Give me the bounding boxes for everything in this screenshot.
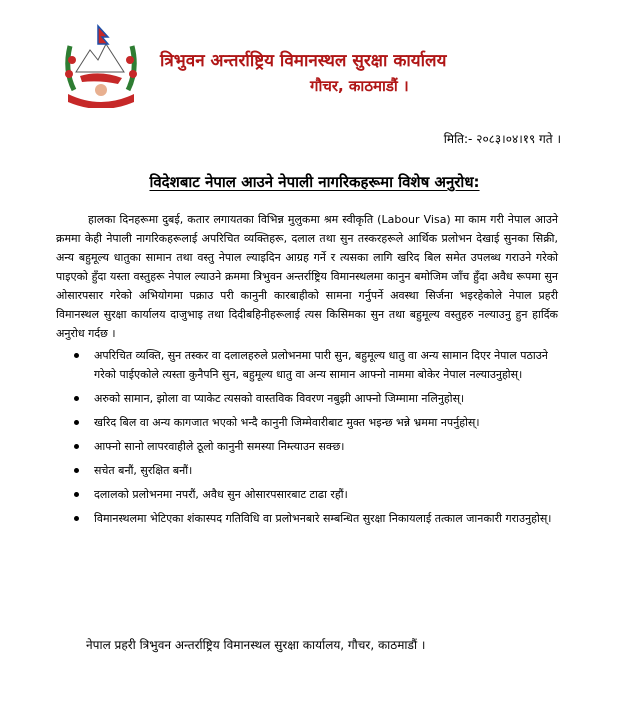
list-item-text: खरिद बिल वा अन्य कागजात भएको भन्दै कानुनी जिम्मेवारीबाट मुक्त भइन्छ भन्ने भ्रममा नपर्नुहोस्।: [94, 416, 480, 429]
list-item: [74, 346, 564, 384]
list-item-text: विमानस्थलमा भेटिएका शंकास्पद गतिविधि वा प्रलोभनबारे सम्बन्धित सुरक्षा निकायलाई तत्काल जानकारी गराउनुहोस्।: [94, 512, 552, 525]
list-item-text: दलालको प्रलोभनमा नपरौं, अवैध सुन ओसारपसारबाट टाढा रहौं।: [94, 488, 348, 501]
nepal-emblem-icon: [60, 20, 142, 108]
bullet-icon: [74, 353, 79, 358]
letter-subject: [0, 172, 629, 192]
list-item: [74, 485, 564, 504]
bullet-icon: [74, 444, 79, 449]
subject-text: विदेशबाट नेपाल आउने नेपाली नागरिकहरूमा विशेष अनुरोध:: [149, 173, 480, 191]
list-item-text: अपरिचित व्यक्ति, सुन तस्कर वा दलालहरुले प्रलोभनमा पारी सुन, बहुमूल्य धातु वा अन्य सामान दिएर नेपाल पठाउने गरेको पाईएकोले त्यस्ता कुनैपनि सुन, बहुमूल्य धातु वा अन्य सामान आफ्नो नाममा बोकेर नेपाल नल्याउनुहोस्।: [94, 349, 548, 381]
letter-date: मिति:- २०८३।०४।१९ गते ।: [443, 132, 561, 146]
office-name: त्रिभुवन अन्तर्राष्ट्रिय विमानस्थल सुरक्षा कार्यालय: [160, 51, 447, 71]
list-item: [74, 461, 564, 480]
letterhead: [60, 20, 600, 110]
office-location: गौचर, काठमाडौं ।: [310, 77, 409, 95]
list-item: [74, 413, 564, 432]
list-item-text: आफ्नो सानो लापरवाहीले ठूलो कानुनी समस्या निम्त्याउन सक्छ।: [94, 440, 345, 453]
signature-line: नेपाल प्रहरी त्रिभुवन अन्तर्राष्ट्रिय विमानस्थल सुरक्षा कार्यालय, गौचर, काठमाडौं ।: [86, 638, 426, 652]
advice-list: [74, 346, 564, 533]
bullet-icon: [74, 468, 79, 473]
list-item-text: सचेत बनौं, सुरक्षित बनौं।: [94, 464, 193, 477]
list-item-text: अरुको सामान, झोला वा प्याकेट त्यसको वास्तविक विवरण नबुझी आफ्नो जिम्मामा नलिनुहोस्।: [94, 392, 465, 405]
bullet-icon: [74, 492, 79, 497]
list-item: [74, 389, 564, 408]
list-item: [74, 437, 564, 456]
intro-paragraph: हालका दिनहरूमा दुबई, कतार लगायतका विभिन्न मुलुकमा श्रम स्वीकृति (Labour Visa) मा काम गरी नेपाल आउने क्रममा केही नेपाली नागरिकहरूलाई अपरिचित व्यक्तिहरू, दलाल तथा सुन तस्करहरूले आर्थिक प्रलोभन देखाई सुनका सिक्री, अन्य बहुमूल्य धातुका सामान तथा वस्तु नेपाल ल्याइदिन आग्रह गर्ने र त्यसका लागि खरिद बिल समेत उपलब्ध गराउने गरेको पाइएको हुँदा यस्ता वस्तुहरू नेपाल ल्याउने क्रममा त्रिभुवन अन्तर्राष्ट्रिय विमानस्थलमा कानुन बमोजिम जाँच हुँदा अवैध रूपमा सुन ओसारपसार गरेको अभियोगमा पक्राउ परी कानुनी कारबाहीको सामना गर्नुपर्ने अवस्था सिर्जना भइरहेकोले नेपाल प्रहरी विमानस्थल सुरक्षा कार्यालय दाजुभाइ तथा दिदीबहिनीहरूलाई त्यस किसिमका सुन तथा बहुमूल्य वस्तुहरु नल्याउनु हुन हार्दिक अनुरोध गर्दछ ।: [56, 213, 558, 340]
bullet-icon: [74, 516, 79, 521]
bullet-icon: [74, 396, 79, 401]
list-item: [74, 509, 564, 528]
bullet-icon: [74, 420, 79, 425]
